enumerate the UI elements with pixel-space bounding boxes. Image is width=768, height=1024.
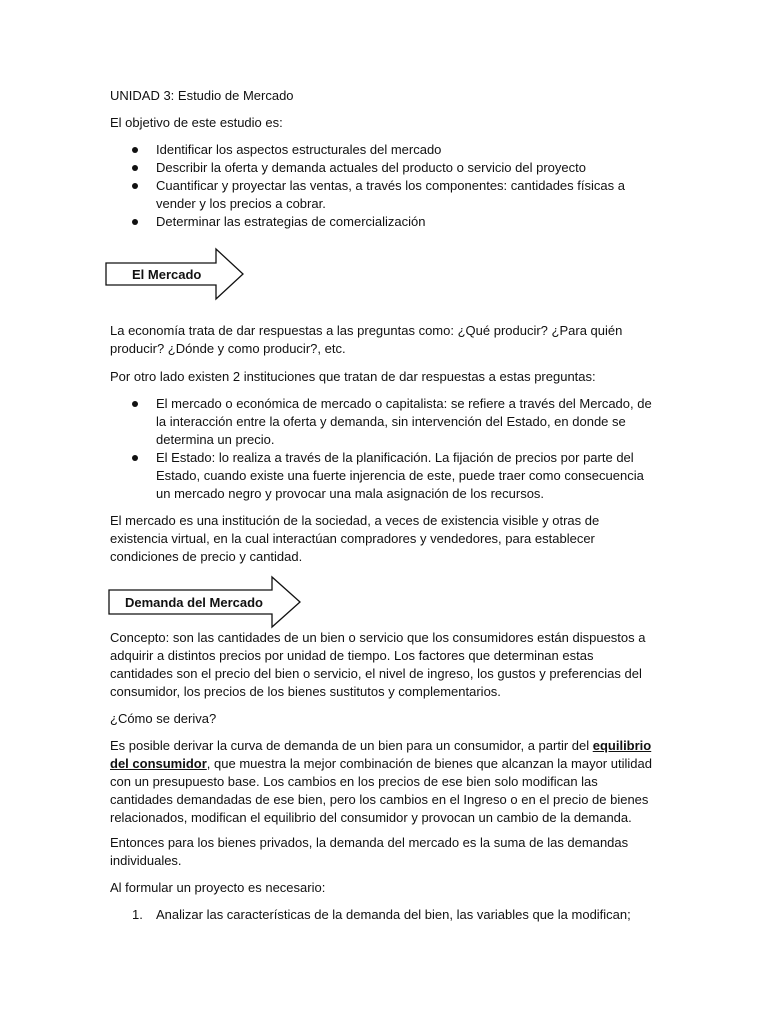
economy-paragraph: La economía trata de dar respuestas a las preguntas como: ¿Qué producir? ¿Para quién producir? ¿Dónde y como producir?, etc. <box>110 323 623 356</box>
bullet-icon <box>132 401 138 407</box>
private-goods-paragraph: Entonces para los bienes privados, la demanda del mercado es la suma de las demandas individuales. <box>110 835 629 868</box>
bullet-icon <box>132 455 138 461</box>
objectives-list <box>110 141 655 231</box>
section-title: Demanda del Mercado <box>125 595 263 610</box>
equilibrio-del-consumidor-link[interactable]: equilibrio del consumidor <box>110 738 652 771</box>
list-item <box>110 159 655 177</box>
list-item <box>110 395 655 449</box>
bullet-icon <box>132 147 138 153</box>
derive-paragraph <box>110 737 655 827</box>
list-item-text: El mercado o económica de mercado o capitalista: se refiere a través del Mercado, de la interacción entre la oferta y demanda, sin intervención del Estado, en donde se determina un precio. <box>156 396 652 447</box>
derive-text-end: , que muestra la mejor combinación de bienes que alcanzan la mayor utilidad con un presupuesto base. Los cambios en los precios de ese bien solo modifican las cantidades demandadas de ese bien, pero los cambios en el Ingreso o en el precio de bienes relacionados, modifican el equilibrio del consumidor y provocan un cambio de la demanda. <box>110 756 652 825</box>
list-item <box>110 141 655 159</box>
list-item-text: Describir la oferta y demanda actuales del producto o servicio del proyecto <box>156 160 586 175</box>
derive-text-start: Es posible derivar la curva de demanda de un bien para un consumidor, a partir del <box>110 738 593 753</box>
market-definition-paragraph: El mercado es una institución de la sociedad, a veces de existencia visible y otras de existencia virtual, en la cual interactúan compradores y vendedores, para establecer condiciones de precio y cantidad. <box>110 513 600 564</box>
list-item-text: Analizar las características de la demanda del bien, las variables que la modifican; <box>156 907 631 922</box>
section-arrow-demanda-del-mercado <box>107 575 303 629</box>
institutions-list <box>110 395 655 503</box>
list-number: 1. <box>132 907 143 922</box>
list-item <box>110 213 655 231</box>
section-arrow-el-mercado <box>104 247 246 301</box>
list-item-text: Identificar los aspectos estructurales del mercado <box>156 142 442 157</box>
list-item-text: El Estado: lo realiza a través de la planificación. La fijación de precios por parte del Estado, cuando existe una fuerte injerencia de este, puede traer como consecuencia un mercado negro y provocar una mala asignación de los recursos. <box>156 450 644 501</box>
page-heading: UNIDAD 3: Estudio de Mercado <box>110 88 294 103</box>
derive-question: ¿Cómo se deriva? <box>110 711 217 726</box>
objective-intro: El objetivo de este estudio es: <box>110 115 283 130</box>
list-item-text: Cuantificar y proyectar las ventas, a través los componentes: cantidades físicas a vender y los precios a cobrar. <box>156 178 625 211</box>
list-item <box>110 177 655 213</box>
section-title: El Mercado <box>132 267 202 282</box>
list-item <box>110 449 655 503</box>
formulate-intro: Al formular un proyecto es necesario: <box>110 880 326 895</box>
steps-list <box>110 906 655 924</box>
bullet-icon <box>132 183 138 189</box>
bullet-icon <box>132 219 138 225</box>
institutions-intro: Por otro lado existen 2 instituciones que tratan de dar respuestas a estas preguntas: <box>110 369 596 384</box>
bullet-icon <box>132 165 138 171</box>
list-item-text: Determinar las estrategias de comercialización <box>156 214 426 229</box>
list-item <box>110 906 655 924</box>
concept-paragraph: Concepto: son las cantidades de un bien o servicio que los consumidores están dispuestos a adquirir a distintos precios por unidad de tiempo. Los factores que determinan estas cantidades son el precio del bien o servicio, el nivel de ingreso, los gustos y preferencias del consumidor, los precios de los bienes sustitutos y complementarios. <box>110 630 646 699</box>
